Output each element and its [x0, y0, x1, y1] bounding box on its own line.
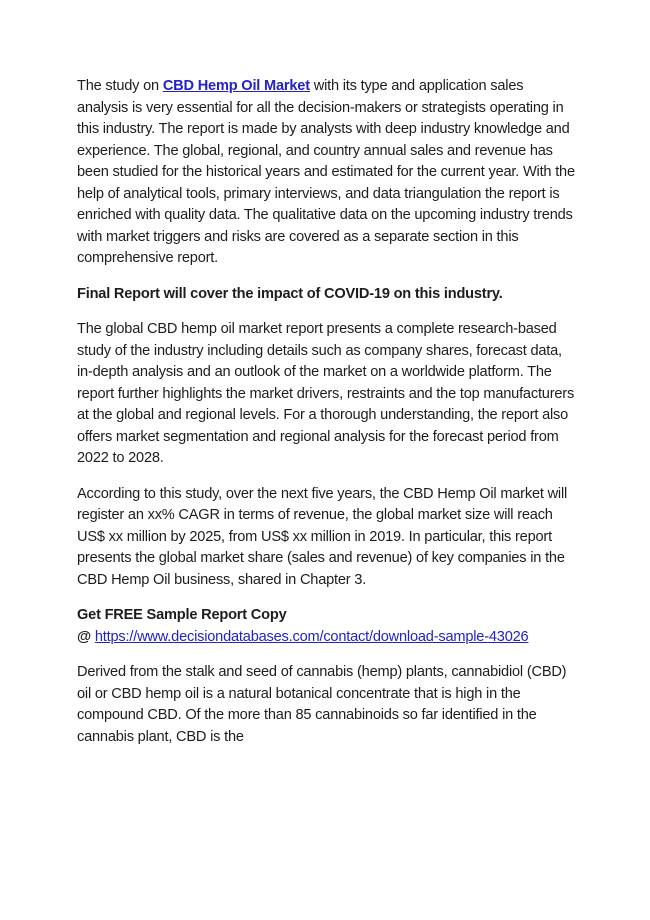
covid-impact-heading: Final Report will cover the impact of COVID-19 on this industry. [77, 285, 503, 302]
intro-text-after-link: with its type and application sales analysis is very essential for all the decision-makers or strategists operating in this industry. The report is made by analysts with deep industry knowledge and experience. The global, regional, and country annual sales and revenue has been studied for the historical years and estimated for the current year. With the help of analytical tools, primary interviews, and data triangulation the report is enriched with quality data. The qualitative data on the upcoming industry trends with market triggers and risks are covered as a separate section in this comprehensive report. [77, 78, 575, 266]
document-page [77, 76, 578, 762]
paragraph-cbd-description: Derived from the stalk and seed of cannabis (hemp) plants, cannabidiol (CBD) oil or CBD hemp oil is a natural botanical concentrate that is high in the compound CBD. Of the more than 85 cannabinoids so far identified in the cannabis plant, CBD is the [77, 664, 567, 745]
paragraph-global-report: The global CBD hemp oil market report presents a complete research-based study of the industry including details such as company shares, forecast data, in-depth analysis and an outlook of the market on a worldwide platform. The report further highlights the market drivers, restraints and the top manufacturers at the global and regional levels. For a thorough understanding, the report also offers market segmentation and regional analysis for the forecast period from 2022 to 2028. [77, 321, 575, 466]
intro-text-before-link: The study on [77, 78, 163, 94]
sample-report-heading: Get FREE Sample Report Copy [77, 607, 287, 623]
sample-download-link[interactable]: https://www.decisiondatabases.com/contact/download-sample-43026 [94, 628, 529, 645]
cbd-hemp-oil-market-link[interactable]: CBD Hemp Oil Market [162, 78, 310, 94]
paragraph-study-forecast: According to this study, over the next five years, the CBD Hemp Oil market will register an xx% CAGR in terms of revenue, the global market size will reach US$ xx million by 2025, from US$ xx million in 2019. In particular, this report presents the global market share (sales and revenue) of key companies in the CBD Hemp Oil business, shared in Chapter 3. [77, 485, 568, 588]
paragraph-intro [77, 76, 578, 270]
at-symbol: @ [77, 628, 95, 645]
sample-report-block [77, 605, 547, 648]
